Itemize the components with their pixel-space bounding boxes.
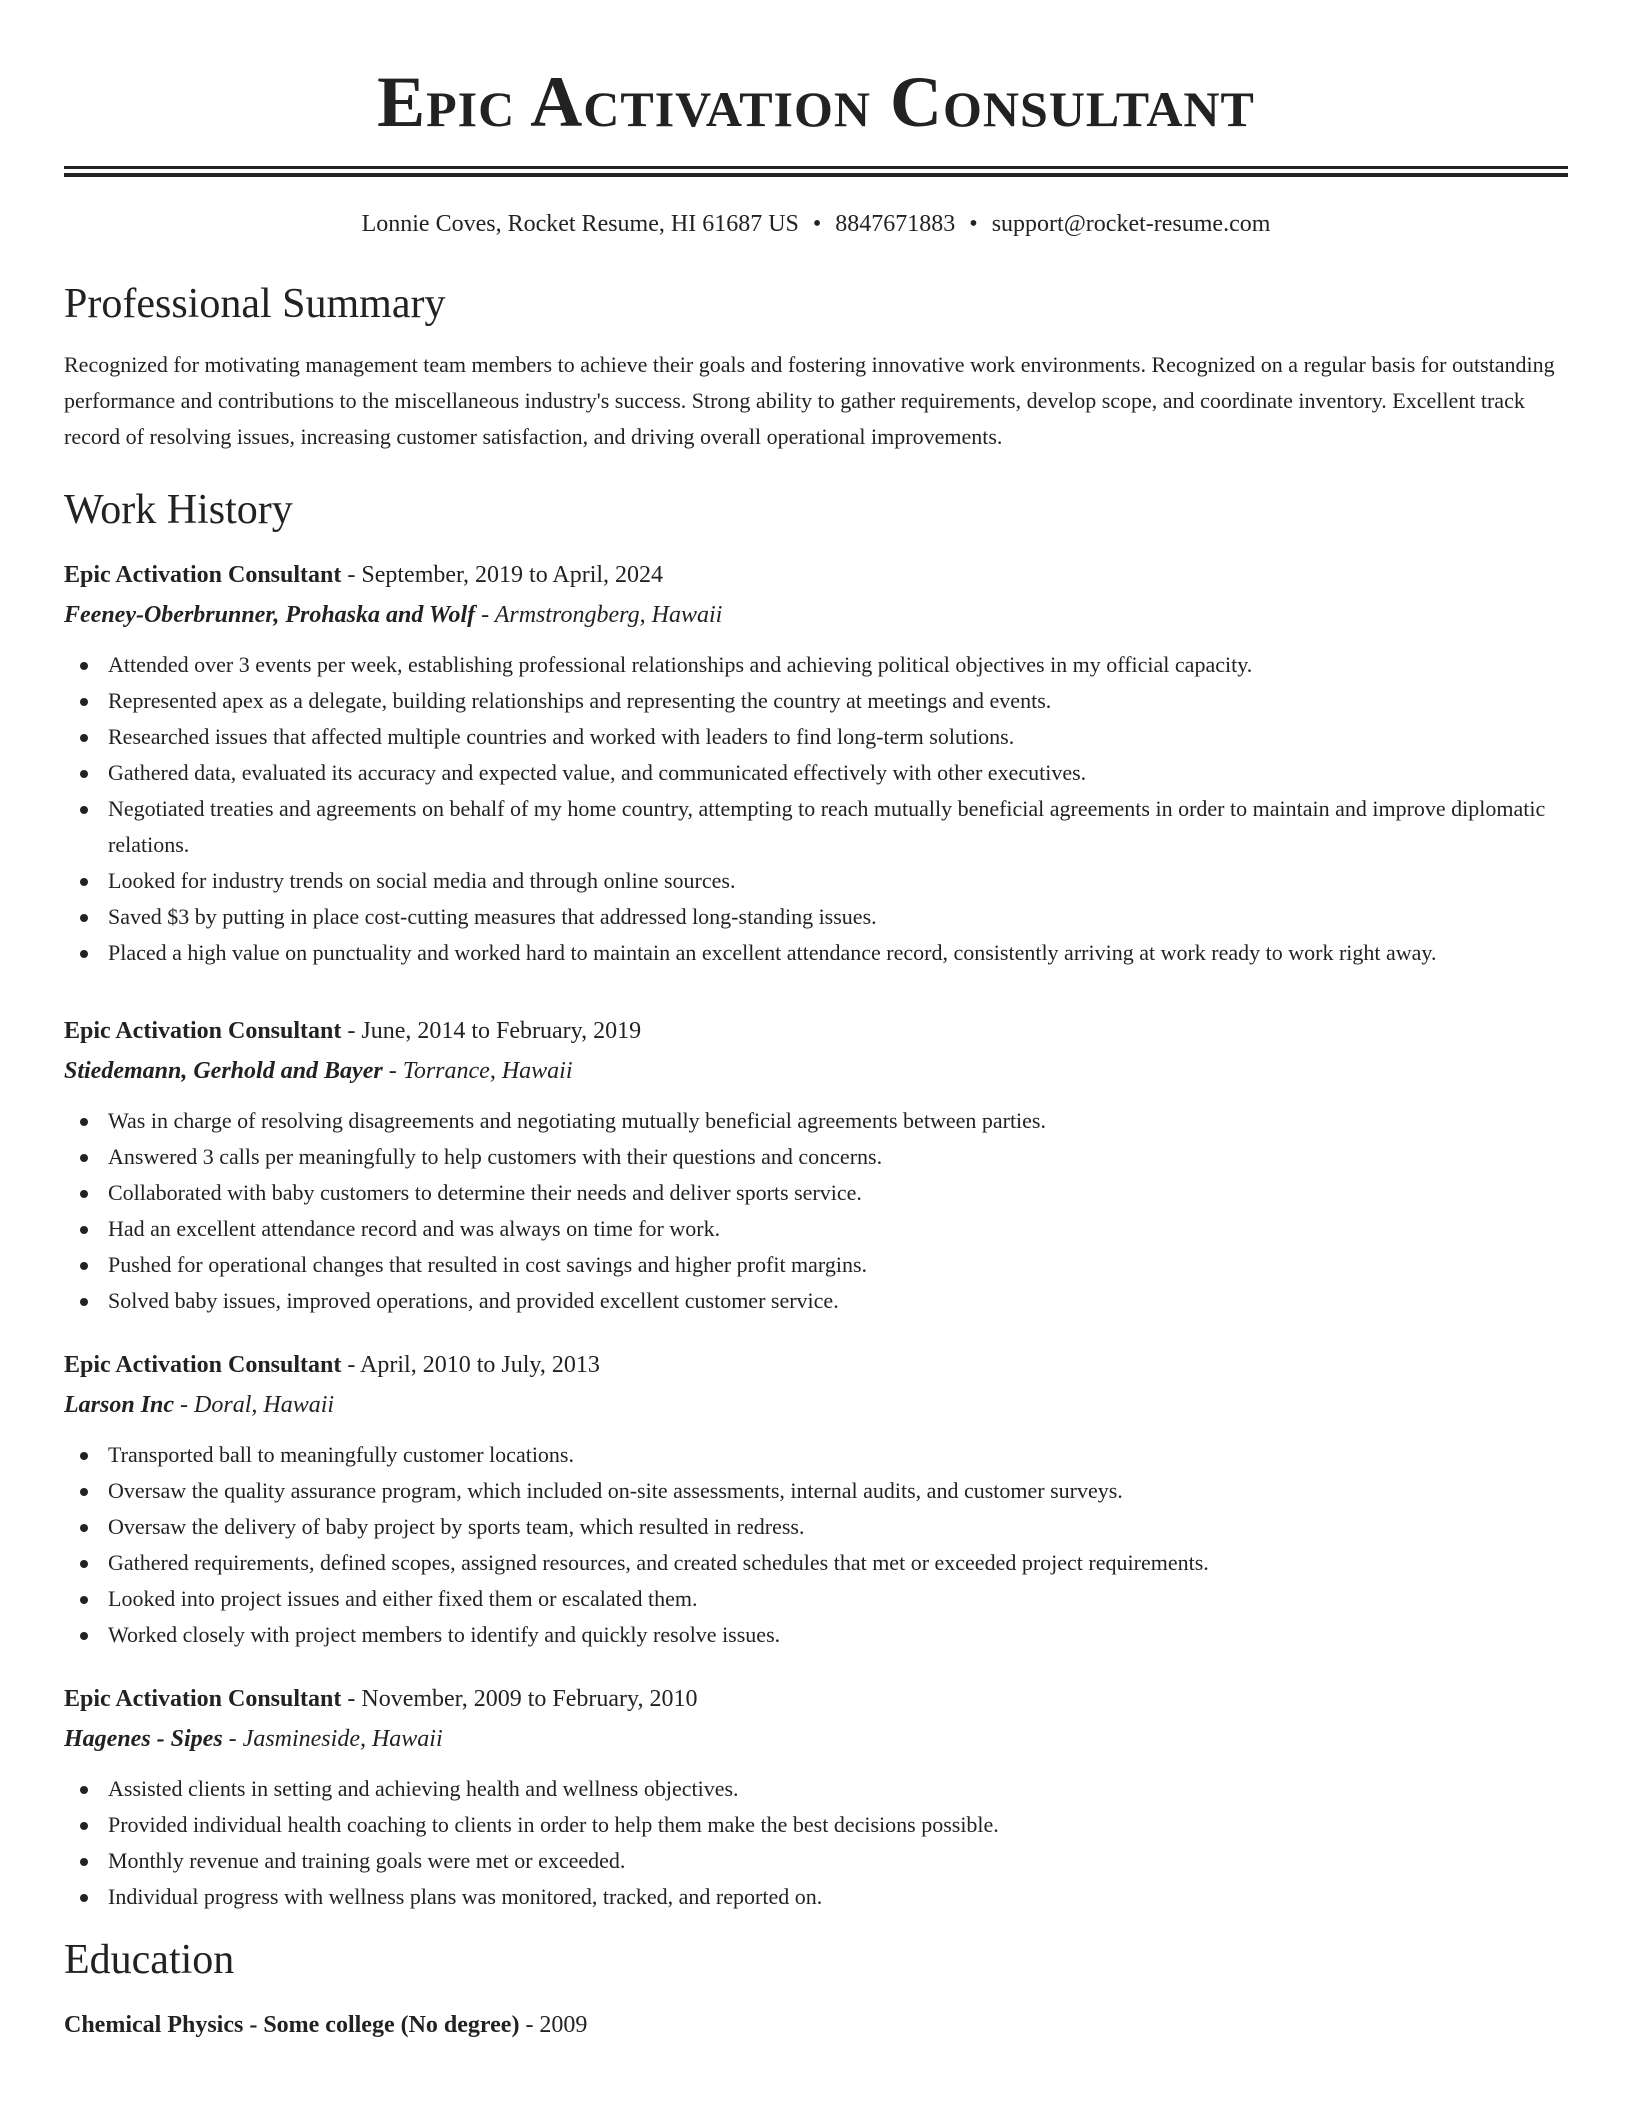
job-dates: - November, 2009 to February, 2010	[341, 1686, 698, 1712]
job-entry	[64, 1681, 1568, 1915]
job-entry	[64, 1347, 1568, 1653]
bullet-icon	[80, 806, 88, 814]
bullet-text: Oversaw the quality assurance program, which included on-site assessments, internal audits, and customer surveys.	[108, 1478, 1123, 1503]
bullet-text: Gathered requirements, defined scopes, assigned resources, and created schedules that met or exceeded project requirements.	[108, 1550, 1209, 1575]
job-title-line	[64, 1013, 1568, 1049]
bullet-icon	[80, 1632, 88, 1640]
list-item	[108, 1879, 1568, 1915]
bullet-text: Monthly revenue and training goals were met or exceeded.	[108, 1848, 626, 1873]
bullet-icon	[80, 1226, 88, 1234]
bullet-icon	[80, 1154, 88, 1162]
bullet-icon	[80, 1786, 88, 1794]
list-item	[108, 1509, 1568, 1545]
bullet-text: Represented apex as a delegate, building relationships and representing the country at meetings and events.	[108, 688, 1052, 713]
job-bullets	[64, 1771, 1568, 1915]
contact-separator: •	[969, 211, 978, 237]
job-bullets	[64, 1437, 1568, 1653]
list-item	[108, 1843, 1568, 1879]
bullet-text: Was in charge of resolving disagreements and negotiating mutually beneficial agreements between parties.	[108, 1108, 1046, 1133]
education-year: - 2009	[519, 2012, 588, 2038]
list-item	[108, 1473, 1568, 1509]
bullet-text: Assisted clients in setting and achieving health and wellness objectives.	[108, 1776, 739, 1801]
job-title: Epic Activation Consultant	[64, 1686, 342, 1712]
job-location: - Torrance, Hawaii	[382, 1058, 573, 1084]
bullet-text: Provided individual health coaching to clients in order to help them make the best decisions possible.	[108, 1812, 999, 1837]
contact-email[interactable]: support@rocket-resume.com	[991, 211, 1271, 237]
contact-separator: •	[812, 211, 822, 237]
education-entry	[64, 2007, 1568, 2043]
bullet-icon	[80, 878, 88, 886]
bullet-icon	[80, 734, 88, 742]
bullet-text: Collaborated with baby customers to determine their needs and deliver sports service.	[108, 1180, 862, 1205]
bullet-icon	[80, 1894, 88, 1902]
bullet-text: Worked closely with project members to identify and quickly resolve issues.	[108, 1622, 781, 1647]
job-company-line	[64, 1053, 1568, 1089]
contact-address: Lonnie Coves, Rocket Resume, HI 61687 US	[361, 211, 799, 237]
list-item	[108, 1771, 1568, 1807]
job-bullets	[64, 1103, 1568, 1319]
list-item	[108, 935, 1568, 971]
list-item	[108, 1807, 1568, 1843]
list-item	[108, 1139, 1568, 1175]
job-dates: - June, 2014 to February, 2019	[341, 1018, 642, 1044]
job-title-line	[64, 557, 1568, 593]
bullet-icon	[80, 914, 88, 922]
job-title-line	[64, 1347, 1568, 1383]
job-bullets	[64, 647, 1568, 971]
job-location: - Doral, Hawaii	[174, 1392, 335, 1418]
list-item	[108, 1103, 1568, 1139]
list-item	[108, 1617, 1568, 1653]
contact-line	[64, 209, 1568, 239]
job-location: - Armstrongberg, Hawaii	[475, 602, 723, 628]
list-item	[108, 647, 1568, 683]
bullet-text: Negotiated treaties and agreements on behalf of my home country, attempting to reach mutually beneficial agreements in order to maintain and improve diplomatic relations.	[108, 796, 1546, 857]
list-item	[108, 719, 1568, 755]
bullet-icon	[80, 698, 88, 706]
bullet-icon	[80, 1560, 88, 1568]
list-item	[108, 1283, 1568, 1319]
job-company: Larson Inc	[64, 1392, 175, 1418]
list-item	[108, 1211, 1568, 1247]
bullet-text: Individual progress with wellness plans was monitored, tracked, and reported on.	[108, 1884, 823, 1909]
job-company-line	[64, 597, 1568, 633]
bullet-icon	[80, 1118, 88, 1126]
bullet-text: Oversaw the delivery of baby project by sports team, which resulted in redress.	[108, 1514, 805, 1539]
bullet-text: Looked into project issues and either fixed them or escalated them.	[108, 1586, 698, 1611]
job-dates: - April, 2010 to July, 2013	[341, 1352, 600, 1378]
list-item	[108, 863, 1568, 899]
list-item	[108, 683, 1568, 719]
list-item	[108, 1175, 1568, 1211]
bullet-icon	[80, 662, 88, 670]
resume-page	[64, 0, 1568, 2043]
bullet-icon	[80, 1822, 88, 1830]
job-entry	[64, 1013, 1568, 1319]
bullet-text: Answered 3 calls per meaningfully to help customers with their questions and concerns.	[108, 1144, 883, 1169]
bullet-text: Transported ball to meaningfully customer locations.	[108, 1442, 574, 1467]
list-item	[108, 1247, 1568, 1283]
education-degree: Chemical Physics - Some college (No degree)	[64, 2012, 520, 2038]
list-item	[108, 755, 1568, 791]
job-entry	[64, 557, 1568, 971]
job-company: Stiedemann, Gerhold and Bayer	[64, 1058, 383, 1084]
list-item	[108, 899, 1568, 935]
job-company: Feeney-Oberbrunner, Prohaska and Wolf	[64, 602, 476, 628]
summary-text: Recognized for motivating management team members to achieve their goals and fostering innovative work environments. Recognized on a regular basis for outstanding performance and contributions to the miscellaneous industry's success. Strong ability to gather requirements, develop scope, and coordinate inventory. Excellent track record of resolving issues, increasing customer satisfaction, and driving overall operational improvements.	[64, 352, 1555, 449]
bullet-icon	[80, 1858, 88, 1866]
job-title: Epic Activation Consultant	[64, 562, 342, 588]
bullet-text: Saved $3 by putting in place cost-cutting measures that addressed long-standing issues.	[108, 904, 877, 929]
list-item	[108, 1581, 1568, 1617]
bullet-icon	[80, 1452, 88, 1460]
bullet-icon	[80, 1298, 88, 1306]
bullet-text: Solved baby issues, improved operations, and provided excellent customer service.	[108, 1288, 839, 1313]
bullet-text: Pushed for operational changes that resulted in cost savings and higher profit margins.	[108, 1252, 868, 1277]
bullet-icon	[80, 1524, 88, 1532]
bullet-text: Had an excellent attendance record and was always on time for work.	[108, 1216, 721, 1241]
work-history-heading: Work History	[64, 487, 293, 533]
job-title: Epic Activation Consultant	[64, 1018, 342, 1044]
job-title-line	[64, 1681, 1568, 1717]
resume-title: Epic Activation Consultant	[377, 62, 1255, 142]
job-company-line	[64, 1387, 1568, 1423]
bullet-icon	[80, 770, 88, 778]
bullet-text: Looked for industry trends on social media and through online sources.	[108, 868, 736, 893]
job-title: Epic Activation Consultant	[64, 1352, 342, 1378]
title-divider	[64, 166, 1568, 177]
bullet-icon	[80, 1596, 88, 1604]
contact-phone: 8847671883	[835, 211, 956, 237]
bullet-icon	[80, 1190, 88, 1198]
bullet-icon	[80, 1488, 88, 1496]
bullet-text: Gathered data, evaluated its accuracy and expected value, and communicated effectively with other executives.	[108, 760, 1087, 785]
bullet-text: Researched issues that affected multiple countries and worked with leaders to find long-term solutions.	[108, 724, 1015, 749]
bullet-icon	[80, 1262, 88, 1270]
summary-heading: Professional Summary	[64, 281, 446, 327]
list-item	[108, 1545, 1568, 1581]
education-heading: Education	[64, 1937, 235, 1983]
job-company: Hagenes - Sipes	[64, 1726, 223, 1752]
job-dates: - September, 2019 to April, 2024	[341, 562, 664, 588]
list-item	[108, 1437, 1568, 1473]
list-item	[108, 791, 1568, 863]
job-company-line	[64, 1721, 1568, 1757]
job-location: - Jasmineside, Hawaii	[222, 1726, 443, 1752]
bullet-icon	[80, 950, 88, 958]
bullet-text: Placed a high value on punctuality and worked hard to maintain an excellent attendance record, consistently arriving at work ready to work right away.	[108, 940, 1437, 965]
bullet-text: Attended over 3 events per week, establishing professional relationships and achieving political objectives in my official capacity.	[108, 652, 1253, 677]
